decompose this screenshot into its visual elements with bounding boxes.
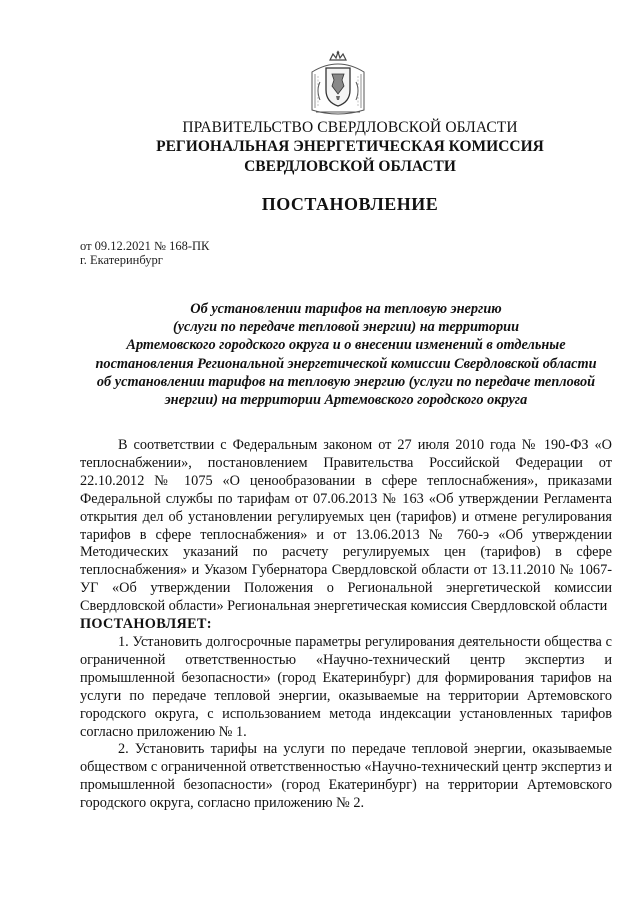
title-line: Артемовского городского округа и о внесении изменений в отдельные <box>126 337 566 354</box>
title-line: (услуги по передаче тепловой энергии) на территории <box>172 319 520 336</box>
document-type-title: ПОСТАНОВЛЕНИЕ <box>261 194 439 214</box>
title-line: об установлении тарифов на тепловую энергию (услуги по передаче тепловой <box>96 373 596 390</box>
commission-name-line2: СВЕРДЛОВСКОЙ ОБЛАСТИ <box>244 158 456 175</box>
document-subject-title <box>80 300 612 409</box>
government-name: ПРАВИТЕЛЬСТВО СВЕРДЛОВСКОЙ ОБЛАСТИ <box>182 119 518 136</box>
commission-name-line1: РЕГИОНАЛЬНАЯ ЭНЕРГЕТИЧЕСКАЯ КОМИССИЯ <box>156 138 544 155</box>
title-line: постановления Региональной энергетической комиссии Свердловской области <box>95 355 597 372</box>
document-date-number: от 09.12.2021 № 168-ПК <box>80 239 210 253</box>
decree-heading: ПОСТАНОВЛЯЕТ: <box>80 616 212 633</box>
title-line: энергии) на территории Артемовского городского округа <box>164 392 528 409</box>
document-city: г. Екатеринбург <box>80 253 163 267</box>
document-body <box>80 437 612 813</box>
title-line: Об установлении тарифов на тепловую энергию <box>190 301 502 317</box>
clause-2-paragraph: 2. Установить тарифы на услуги по передаче тепловой энергии, оказываемые обществом с ограниченной ответственностью «Научно-технический центр экспертиз и промышленной безопасности» (город Екатеринбург) на территории Артемовского городского округа, согласно приложению № 2. <box>80 741 612 812</box>
coat-of-arms-emblem <box>306 50 370 118</box>
clause-1-paragraph: 1. Установить долгосрочные параметры регулирования деятельности общества с ограниченной ответственностью «Научно-технический центр экспертиз и промышленной безопасности» (город Екатеринбург) для формирования тарифов на услуги по передаче тепловой энергии, оказываемые на территории Артемовского городского округа, с использованием метода индексации установленных тарифов согласно приложению № 1. <box>80 633 612 740</box>
preamble-paragraph: В соответствии с Федеральным законом от 27 июля 2010 года № 190-ФЗ «О теплоснабжении», постановлением Правительства Российской Федерации от 22.10.2012 № 1075 «О ценообразовании в сфере теплоснабжения», приказами Федеральной службы по тарифам от 07.06.2013 № 163 «Об утверждении Регламента открытия дел об установлении регулируемых цен (тарифов) и отмене регулирования тарифов в сфере теплоснабжения» и от 13.06.2013 № 760-э «Об утверждении Методических указаний по расчету регулируемых цен (тарифов) в сфере теплоснабжения» и Указом Губернатора Свердловской области от 13.11.2010 № 1067-УГ «Об утверждении Положения о Региональной энергетической комиссии Свердловской области» Региональная энергетическая комиссия Свердловской области <box>80 437 612 615</box>
